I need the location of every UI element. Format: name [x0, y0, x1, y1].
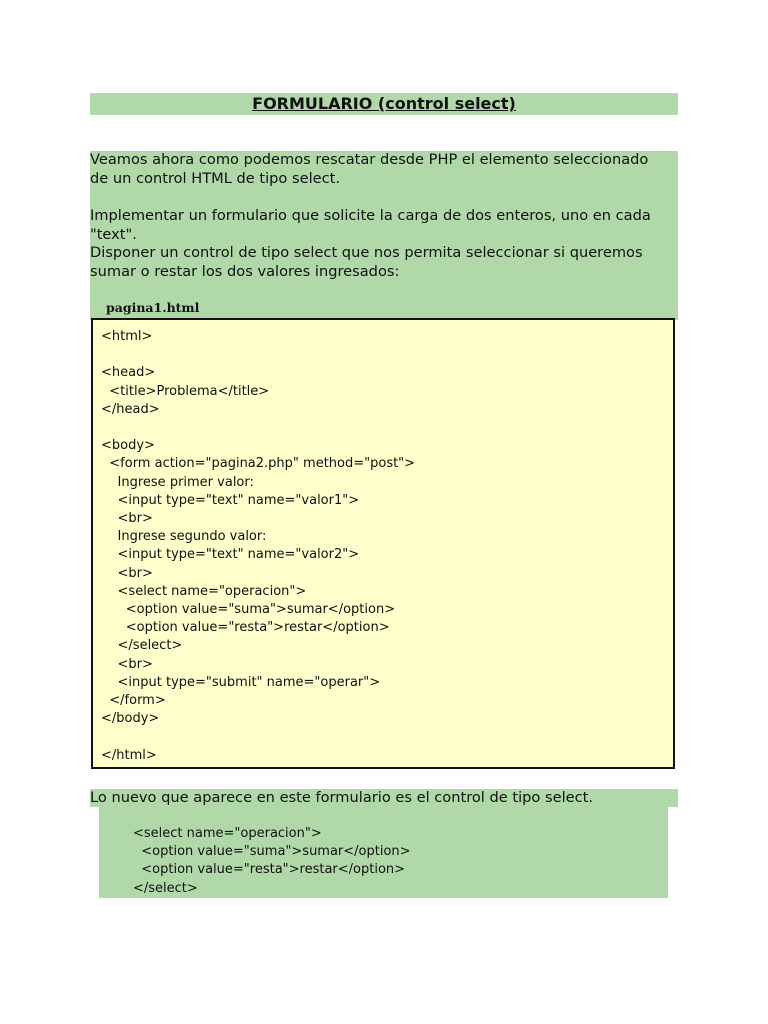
select-snippet-box: [99, 807, 668, 898]
explanation-text: Lo nuevo que aparece en este formulario es el control de tipo select.: [90, 789, 678, 807]
page-title: FORMULARIO (control select): [252, 94, 516, 113]
task-paragraph: Implementar un formulario que solicite la carga de dos enteros, uno en cada "text".: [90, 207, 651, 243]
code-filename-label: pagina1.html: [106, 300, 200, 315]
intro-section: [90, 151, 678, 320]
title-banner: [90, 93, 678, 115]
code-listing-box: [91, 318, 675, 769]
select-description-paragraph: Disponer un control de tipo select que nos permita seleccionar si queremos sumar o restar los dos valores ingresados:: [90, 244, 643, 280]
code-listing: <html> <head> <title>Problema</title> </head> <body> <form action="pagina2.php" method="post"> Ingrese primer valor: <input type="text" name="valor1"> <br> Ingrese segundo valor: <input type="text" name="valor2"> <br> <select name="operacion"> <option value="suma">sumar</option> <option value="resta">restar</option> </select> <br> <input type="submit" name="operar"> </form> </body> </html>: [101, 329, 416, 763]
select-snippet-code: <select name="operacion"> <option value="suma">sumar</option> <option value="resta">restar</option> </select>: [133, 826, 411, 896]
intro-paragraph: Veamos ahora como podemos rescatar desde PHP el elemento seleccionado de un control HTML de tipo select.: [90, 151, 649, 187]
